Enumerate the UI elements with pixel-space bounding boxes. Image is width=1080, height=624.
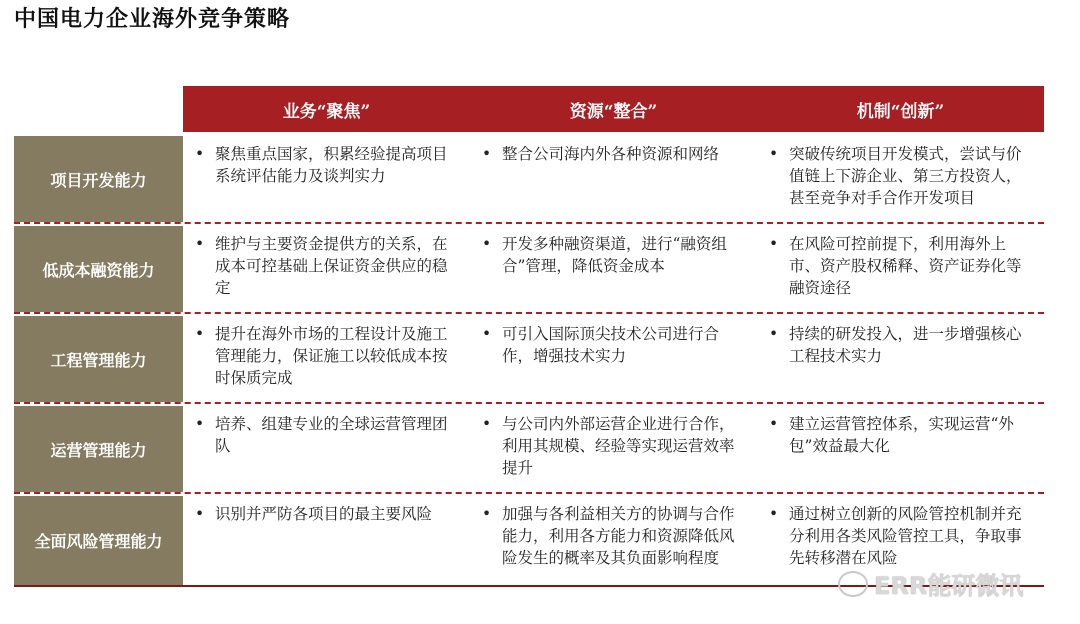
table-cell	[757, 135, 1044, 222]
row-label: 工程管理能力	[14, 315, 183, 402]
header-innovation: 机制“创新”	[856, 101, 945, 122]
cell-text: 在风险可控前提下，利用海外上市、资产股权稀释、资产证券化等融资途径	[789, 235, 1022, 297]
table-cell	[470, 405, 757, 492]
table-cell	[183, 225, 470, 312]
watermark-text: ERR能研微讯	[874, 572, 1024, 600]
cell-text: 维护与主要资金提供方的关系，在成本可控基础上保证资金供应的稳定	[215, 235, 448, 297]
row-label: 全面风险管理能力	[14, 495, 183, 585]
cell-text: 持续的研发投入，进一步增强核心工程技术实力	[789, 325, 1022, 365]
table-row	[14, 315, 1044, 404]
bullet: •	[195, 235, 205, 253]
table-cell	[183, 135, 470, 222]
cell-text: 识别并严防各项目的最主要风险	[215, 505, 433, 523]
table-row	[14, 225, 1044, 314]
table-cell	[470, 225, 757, 312]
bullet: •	[195, 505, 205, 523]
strategy-table	[14, 135, 1044, 588]
cell-text: 可引入国际顶尖技术公司进行合作，增强技术实力	[502, 325, 720, 365]
bullet: •	[769, 415, 779, 433]
header-focus: 业务“聚焦”	[282, 101, 371, 122]
table-cell	[183, 405, 470, 492]
cell-text: 与公司内外部运营企业进行合作，利用其规模、经验等实现运营效率提升	[502, 415, 735, 477]
cell-text: 整合公司海内外各种资源和网络	[502, 145, 720, 163]
bullet: •	[482, 145, 492, 163]
table-cell	[470, 495, 757, 585]
bullet: •	[769, 145, 779, 163]
bullet: •	[482, 325, 492, 343]
page-title: 中国电力企业海外竞争策略	[14, 6, 291, 32]
table-cell	[757, 225, 1044, 312]
cell-text: 建立运营管控体系，实现运营“外包”效益最大化	[789, 415, 1014, 455]
cell-text: 开发多种融资渠道，进行“融资组合”管理，降低资金成本	[502, 235, 727, 275]
bullet: •	[769, 235, 779, 253]
header-integration: 资源“整合”	[569, 101, 658, 122]
bullet: •	[482, 415, 492, 433]
table-cell	[757, 405, 1044, 492]
bullet: •	[769, 325, 779, 343]
cell-text: 通过树立创新的风险管控机制并充分利用各类风险管控工具，争取事先转移潜在风险	[789, 505, 1022, 567]
cell-text: 培养、组建专业的全球运营管理团队	[215, 415, 448, 455]
wechat-icon	[838, 571, 868, 597]
row-label: 低成本融资能力	[14, 225, 183, 312]
bullet: •	[195, 325, 205, 343]
table-cell	[470, 315, 757, 402]
watermark	[838, 566, 1023, 601]
table-cell	[183, 315, 470, 402]
table-cell	[757, 315, 1044, 402]
table-row	[14, 405, 1044, 494]
table-row	[14, 135, 1044, 224]
bullet: •	[482, 505, 492, 523]
table-cell	[183, 495, 470, 585]
table-header	[183, 86, 1044, 132]
bullet: •	[769, 505, 779, 523]
cell-text: 聚焦重点国家，积累经验提高项目系统评估能力及谈判实力	[215, 145, 448, 185]
table-cell	[470, 135, 757, 222]
cell-text: 突破传统项目开发模式，尝试与价值链上下游企业、第三方投资人，甚至竞争对手合作开发项目	[789, 145, 1022, 207]
bullet: •	[195, 415, 205, 433]
cell-text: 加强与各利益相关方的协调与合作能力，利用各方能力和资源降低风险发生的概率及其负面影响程度	[502, 505, 735, 567]
row-label: 项目开发能力	[14, 135, 183, 222]
cell-text: 提升在海外市场的工程设计及施工管理能力，保证施工以较低成本按时保质完成	[215, 325, 448, 387]
row-label: 运营管理能力	[14, 405, 183, 492]
bullet: •	[195, 145, 205, 163]
bullet: •	[482, 235, 492, 253]
